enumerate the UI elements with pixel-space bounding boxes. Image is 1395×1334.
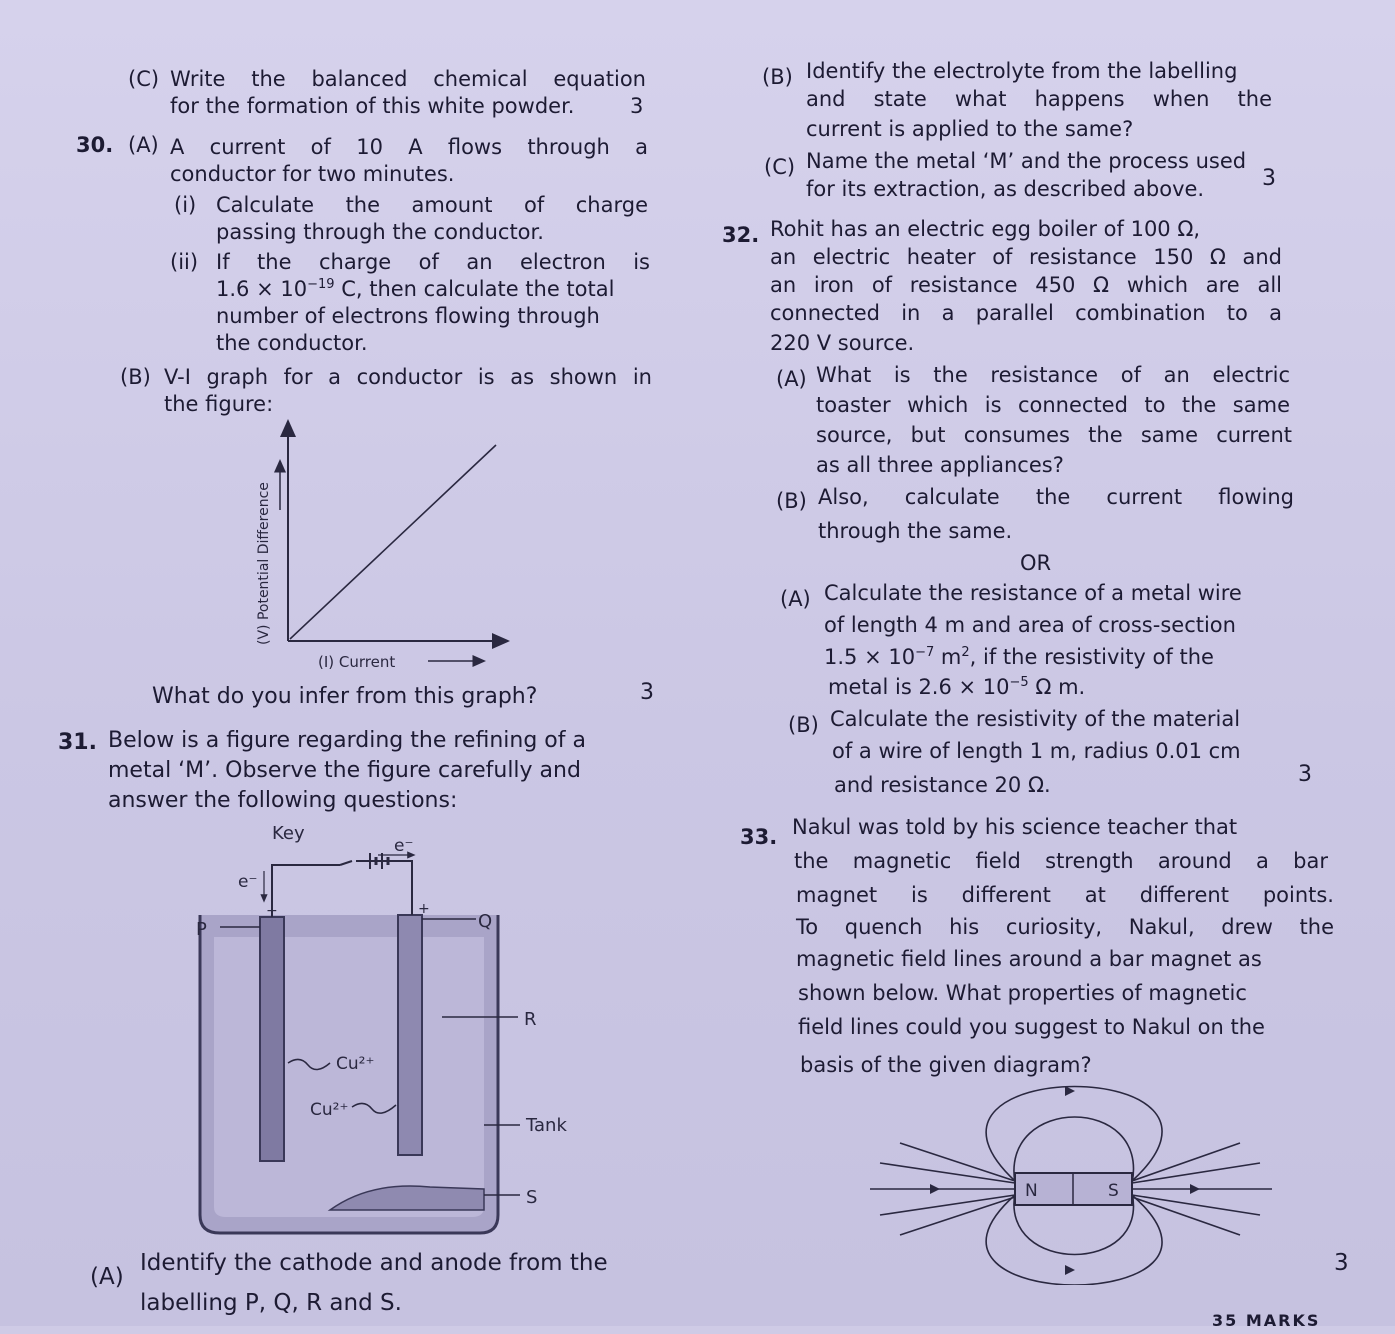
- field-arrow-left: [930, 1184, 940, 1194]
- q32-line3: an iron of resistance 450 Ω which are all: [770, 273, 1282, 297]
- q30a-line1: A current of 10 A flows through a: [170, 135, 648, 159]
- q30ii-line2: [216, 276, 614, 302]
- q32b2-line3: and resistance 20 Ω.: [834, 773, 1051, 797]
- fig-electron-left: e⁻: [238, 872, 258, 892]
- q29c-line1: Write the balanced chemical equation: [170, 67, 646, 91]
- fig-label-tank: Tank: [526, 1115, 567, 1136]
- fig-label-q: Q: [478, 911, 493, 932]
- q33-line3: magnet is different at different points.: [796, 883, 1334, 907]
- q32a2-exp2: 2: [961, 645, 970, 660]
- q30ii-line2-post: C, then calculate the total: [334, 277, 615, 301]
- q32a2-line2: of length 4 m and area of cross-section: [824, 613, 1236, 637]
- field-line-outer-top: [986, 1087, 1162, 1182]
- graph-x-label: (I) Current: [318, 653, 396, 671]
- q31a-line1: Identify the cathode and anode from the: [140, 1250, 608, 1276]
- key-switch: [340, 861, 352, 865]
- q31c-line1: Name the metal ‘M’ and the process used: [806, 149, 1247, 173]
- q31a-line2: labelling P, Q, R and S.: [140, 1290, 402, 1316]
- wire-right: [356, 861, 412, 915]
- q30i-line1: Calculate the amount of charge: [216, 193, 648, 217]
- q32a2-line4: [828, 674, 1085, 700]
- q30a-label: (A): [128, 133, 159, 157]
- q30ii-line3: number of electrons flowing through: [216, 304, 600, 328]
- q32a-line2: toaster which is connected to the same: [816, 393, 1290, 417]
- q32b-line1: Also, calculate the current flowing: [818, 485, 1294, 509]
- fig-minus: −: [266, 903, 278, 919]
- q31-number: 31.: [58, 730, 97, 755]
- vi-line: [290, 445, 496, 639]
- q33-line1: Nakul was told by his science teacher that: [792, 815, 1238, 839]
- q32b2-label: (B): [788, 713, 819, 737]
- q29c-line2: for the formation of this white powder.: [170, 94, 575, 118]
- field-line-right-2: [1132, 1163, 1260, 1183]
- q33-line8: basis of the given diagram?: [800, 1053, 1092, 1077]
- q31a-label: (A): [90, 1264, 124, 1290]
- q33-line7: field lines could you suggest to Nakul on the: [798, 1015, 1265, 1039]
- q32-or: OR: [1020, 551, 1052, 575]
- q30i-label: (i): [174, 193, 197, 217]
- q32b-line2: through the same.: [818, 519, 1013, 543]
- q32b2-line2: of a wire of length 1 m, radius 0.01 cm: [832, 739, 1241, 763]
- q32a2-line3-post: , if the resistivity of the: [969, 645, 1214, 669]
- q32a-line3: source, but consumes the same current: [816, 423, 1292, 447]
- q30b-line1: V-I graph for a conductor is as shown in: [164, 365, 652, 389]
- q29c-label: (C): [128, 67, 160, 91]
- bar-magnet-diagram: [860, 1085, 1280, 1285]
- q32a2-line3-mid: m: [934, 645, 962, 669]
- field-line-left-5: [900, 1197, 1015, 1235]
- q32a2-line4-pre: metal is 2.6 × 10: [828, 675, 1010, 699]
- wire-left: [272, 865, 340, 917]
- q31-line3: answer the following questions:: [108, 788, 458, 813]
- field-arrow-top: [1065, 1086, 1075, 1096]
- q32-marks: 3: [1298, 762, 1312, 787]
- q33-line6: shown below. What properties of magnetic: [798, 981, 1247, 1005]
- fig-label-r: R: [524, 1009, 537, 1030]
- field-arrow-bottom: [1065, 1265, 1075, 1275]
- q32-number: 32.: [722, 223, 760, 247]
- q31c-label: (C): [764, 155, 796, 179]
- q30a-line2: conductor for two minutes.: [170, 162, 455, 186]
- q33-line5: magnetic field lines around a bar magnet as: [796, 947, 1262, 971]
- graph-y-label: (V) Potential Difference: [256, 482, 272, 645]
- q30ii-exponent: −19: [307, 277, 335, 292]
- electrolyte: [214, 937, 484, 1217]
- q29c-marks: 3: [630, 94, 644, 118]
- q30-number: 30.: [76, 133, 114, 157]
- q32a2-line3: [824, 644, 1214, 670]
- q31b-label: (B): [762, 65, 793, 89]
- fig-electron-top: e⁻: [394, 836, 414, 856]
- magnet-north-label: N: [1025, 1181, 1038, 1201]
- q30ii-line1: If the charge of an electron is: [216, 250, 650, 274]
- q32b2-line1: Calculate the resistivity of the material: [830, 707, 1241, 731]
- electrode-left: [260, 917, 284, 1161]
- q31b-line3: current is applied to the same?: [806, 117, 1134, 141]
- q32-line2: an electric heater of resistance 150 Ω and: [770, 245, 1282, 269]
- q32a2-exp3: −5: [1009, 675, 1029, 690]
- q31b-line1: Identify the electrolyte from the labelling: [806, 59, 1238, 83]
- section-marks-footer: 35 MARKS: [1212, 1311, 1321, 1330]
- q32a2-line1: Calculate the resistance of a metal wire: [824, 581, 1242, 605]
- q30i-line2: passing through the conductor.: [216, 220, 544, 244]
- q31-line1: Below is a figure regarding the refining of a: [108, 728, 586, 753]
- q32a-line4: as all three appliances?: [816, 453, 1064, 477]
- fig-label-p: P: [196, 919, 207, 940]
- q30b-line2: the figure:: [164, 392, 274, 416]
- q31-line2: metal ‘M’. Observe the figure carefully and: [108, 758, 581, 783]
- electrode-right: [398, 915, 422, 1155]
- refining-figure: [180, 815, 600, 1245]
- q30ii-label: (ii): [170, 250, 199, 274]
- q32-line5: 220 V source.: [770, 331, 915, 355]
- fig-plus: +: [418, 901, 430, 917]
- q32a2-line4-post: Ω m.: [1028, 675, 1086, 699]
- q31b-line2: and state what happens when the: [806, 87, 1272, 111]
- q32a2-label: (A): [780, 587, 811, 611]
- field-line-right-3: [1132, 1195, 1260, 1215]
- field-line-outer-bottom: [986, 1195, 1162, 1285]
- q30b-label: (B): [120, 365, 151, 389]
- q31c-marks: 3: [1262, 166, 1276, 191]
- q30-marks: 3: [640, 680, 654, 705]
- q32a-line1: What is the resistance of an electric: [816, 363, 1290, 387]
- field-arrow-right: [1190, 1184, 1200, 1194]
- magnet-south-label: S: [1108, 1181, 1119, 1201]
- q30ii-line2-pre: 1.6 × 10: [216, 277, 308, 301]
- q30ii-line4: the conductor.: [216, 331, 368, 355]
- field-line-left-2: [880, 1163, 1015, 1183]
- q32a2-exp1: −7: [915, 645, 935, 660]
- q32-line4: connected in a parallel combination to a: [770, 301, 1282, 325]
- fig-key-label: Key: [272, 823, 305, 844]
- q32a-label: (A): [776, 367, 807, 391]
- q32b-label: (B): [776, 489, 807, 513]
- q32a2-line3-pre: 1.5 × 10: [824, 645, 916, 669]
- vi-graph: [240, 415, 510, 680]
- q33-number: 33.: [740, 825, 778, 849]
- field-line-left-3: [880, 1195, 1015, 1215]
- q32-line1: Rohit has an electric egg boiler of 100 Ω,: [770, 217, 1201, 241]
- q30b-question: What do you infer from this graph?: [152, 684, 538, 709]
- fig-label-s: S: [526, 1187, 538, 1208]
- q33-line4: To quench his curiosity, Nakul, drew the: [796, 915, 1334, 939]
- q33-line2: the magnetic field strength around a bar: [794, 849, 1328, 873]
- fig-ion-2: Cu²⁺: [310, 1100, 349, 1120]
- fig-ion-1: Cu²⁺: [336, 1054, 375, 1074]
- q31c-line2: for its extraction, as described above.: [806, 177, 1205, 201]
- q33-marks: 3: [1334, 1250, 1349, 1276]
